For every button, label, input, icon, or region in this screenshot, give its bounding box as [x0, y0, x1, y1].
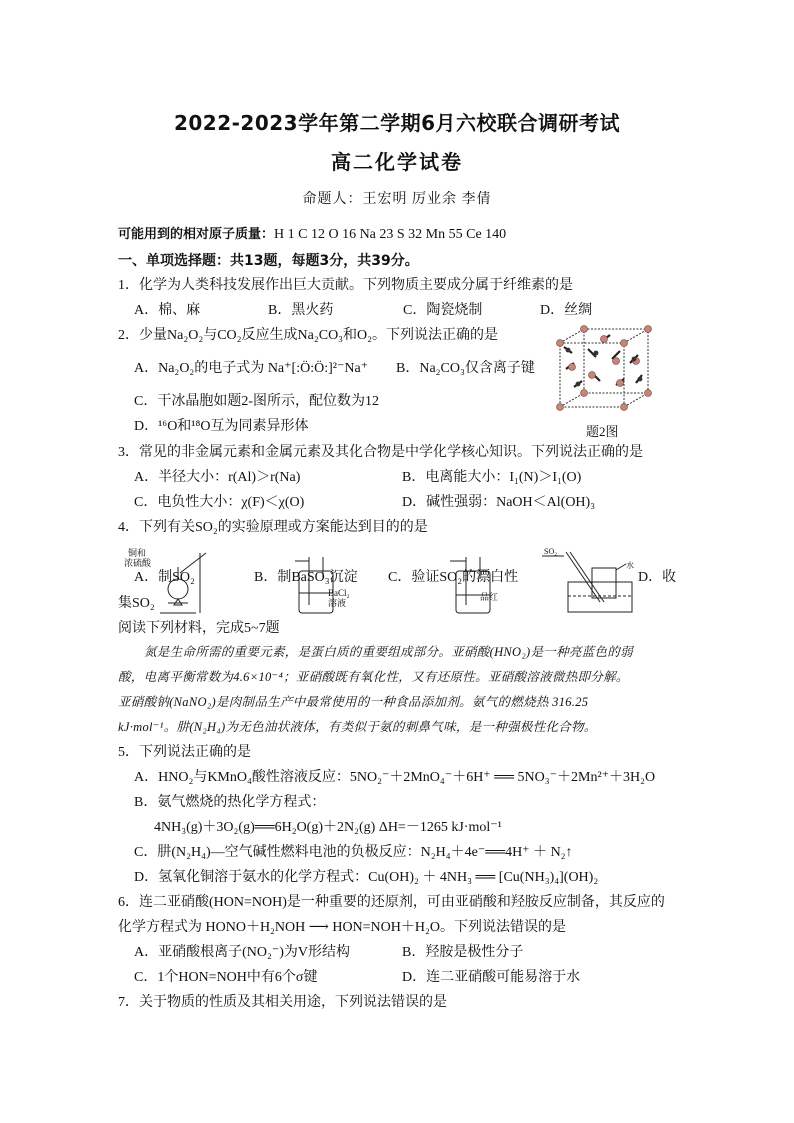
q4-option-a: A．制SO₂	[134, 570, 195, 585]
app-d-label: SO₂	[544, 547, 558, 556]
q2-electron-formula: Na⁺[:Ö:Ö:]²⁻Na⁺	[267, 361, 369, 376]
q4-option-c: C．验证SO₂的漂白性	[388, 570, 519, 585]
app-d-label-2: 水	[626, 561, 634, 570]
app-b-label-2: 溶液	[328, 598, 347, 608]
exam-subtitle: 高二化学试卷	[331, 150, 463, 174]
q6-option-c: C．1个HON=NOH中有6个σ键	[134, 970, 318, 985]
q6-option-d: D．连二亚硝酸可能易溶于水	[402, 970, 581, 985]
question-6-stem-1: 6．连二亚硝酸(HON=NOH)是一种重要的还原剂，可由亚硝酸和羟胺反应制备，其反应的	[118, 895, 665, 910]
q4-option-d-cont: 集SO₂	[118, 596, 155, 611]
q2-option-a	[134, 360, 368, 378]
exam-authors: 命题人：王宏明 厉业余 李倩	[302, 192, 492, 207]
reading-line-1: 氮是生命所需的重要元素，是蛋白质的重要组成部分。亚硝酸(HNO₂)是一种亮蓝色的弱	[144, 645, 633, 659]
q2-option-b: B．Na₂CO₃仅含离子键	[396, 361, 535, 376]
reading-intro: 阅读下列材料，完成5~7题	[118, 621, 280, 636]
apparatus-d-sketch	[542, 548, 634, 614]
q3-option-d: D．碱性强弱：NaOH＜Al(OH)₃	[402, 495, 596, 510]
question-5-stem: 5．下列说法正确的是	[118, 745, 251, 760]
q3-option-b: B．电离能大小：I₁(N)＞I₁(O)	[402, 470, 582, 485]
q5-option-a: A．HNO₂与KMnO₄酸性溶液反应：5NO₂⁻＋2MnO₄⁻＋6H⁺ ══ 5NO₃⁻＋2Mn²⁺＋3H₂O	[134, 770, 656, 785]
atomic-mass-values: H 1 C 12 O 16 Na 23 S 32 Mn 55 Ce 140	[274, 227, 507, 242]
reading-line-2: 酸，电离平衡常数为4.6×10⁻⁴；亚硝酸既有氧化性，又有还原性。亚硝酸溶液微热即分解。	[118, 670, 629, 684]
question-6-stem-2: 化学方程式为 HONO＋H₂NOH ⟶ HON=NOH＋H₂O。下列说法错误的是	[118, 920, 566, 935]
reading-passage	[118, 640, 676, 740]
q1-option-b: B．黑火药	[268, 303, 334, 318]
q1-option-c: C．陶瓷烧制	[403, 303, 483, 318]
app-a-label-1: 铜和	[128, 548, 147, 558]
q4-option-b: B．制BaSO₃沉淀	[254, 570, 358, 585]
question-2-stem: 2．少量Na₂O₂与CO₂反应生成Na₂CO₃和O₂。下列说法正确的是	[118, 328, 499, 343]
q2-figure-caption: 题2图	[586, 424, 619, 439]
q6-option-b: B．羟胺是极性分子	[402, 945, 524, 960]
q5-option-b-equation: 4NH₃(g)＋3O₂(g)══6H₂O(g)＋2N₂(g) ΔH=－1265 kJ·mol⁻¹	[154, 820, 502, 835]
atomic-mass-label: 可能用到的相对原子质量：	[118, 227, 275, 242]
q5-option-b: B．氨气燃烧的热化学方程式：	[134, 795, 326, 810]
app-c-label: 品红	[480, 592, 499, 602]
q2-option-c: C．干冰晶胞如题2-图所示，配位数为12	[134, 394, 379, 409]
app-b-label-1: BaCl₂	[328, 588, 350, 598]
question-4-stem: 4．下列有关SO₂的实验原理或方案能达到目的的是	[118, 520, 428, 535]
q2-option-d: D．¹⁶O和¹⁸O互为同素异形体	[134, 419, 309, 434]
q5-option-d: D．氢氧化铜溶于氨水的化学方程式：Cu(OH)₂ ＋ 4NH₃ ══ [Cu(NH₃)₄](OH)₂	[134, 870, 599, 885]
q6-option-a: A．亚硝酸根离子(NO₂⁻)为V形结构	[134, 945, 351, 960]
section-heading: 一、单项选择题：共13题，每题3分，共39分。	[118, 253, 419, 269]
q5-option-c: C．肼(N₂H₄)—空气碱性燃料电池的负极反应：N₂H₄＋4e⁻══4H⁺ ＋ N₂↑	[134, 845, 573, 860]
q3-option-c: C．电负性大小：χ(F)＜χ(O)	[134, 495, 305, 510]
reading-line-3: 亚硝酸钠(NaNO₂)是肉制品生产中最常使用的一种食品添加剂。氨气的燃烧热 316.25	[118, 695, 589, 709]
reading-line-4: kJ·mol⁻¹。肼(N₂H₄)为无色油状液体，有类似于氨的刺鼻气味，是一种强极性化合物。	[118, 720, 597, 734]
question-1-stem: 1．化学为人类科技发展作出巨大贡献。下列物质主要成分属于纤维素的是	[118, 278, 573, 293]
q1-option-d: D．丝绸	[540, 303, 593, 318]
exam-title: 2022-2023学年第二学期6月六校联合调研考试	[173, 111, 621, 135]
question-3-stem: 3．常见的非金属元素和金属元素及其化合物是中学化学核心知识。下列说法正确的是	[118, 445, 643, 460]
dry-ice-unit-cell-figure	[552, 323, 656, 419]
q2-option-a-text: A．Na₂O₂的电子式为	[134, 361, 265, 376]
q1-option-a: A．棉、麻	[134, 303, 201, 318]
atomic-mass-line	[118, 226, 506, 244]
q4-option-d: D．收	[638, 570, 677, 585]
app-a-label-2: 浓硫酸	[124, 558, 152, 568]
q3-option-a: A．半径大小：r(Al)＞r(Na)	[134, 470, 301, 485]
question-7-stem: 7．关于物质的性质及其相关用途，下列说法错误的是	[118, 995, 447, 1010]
